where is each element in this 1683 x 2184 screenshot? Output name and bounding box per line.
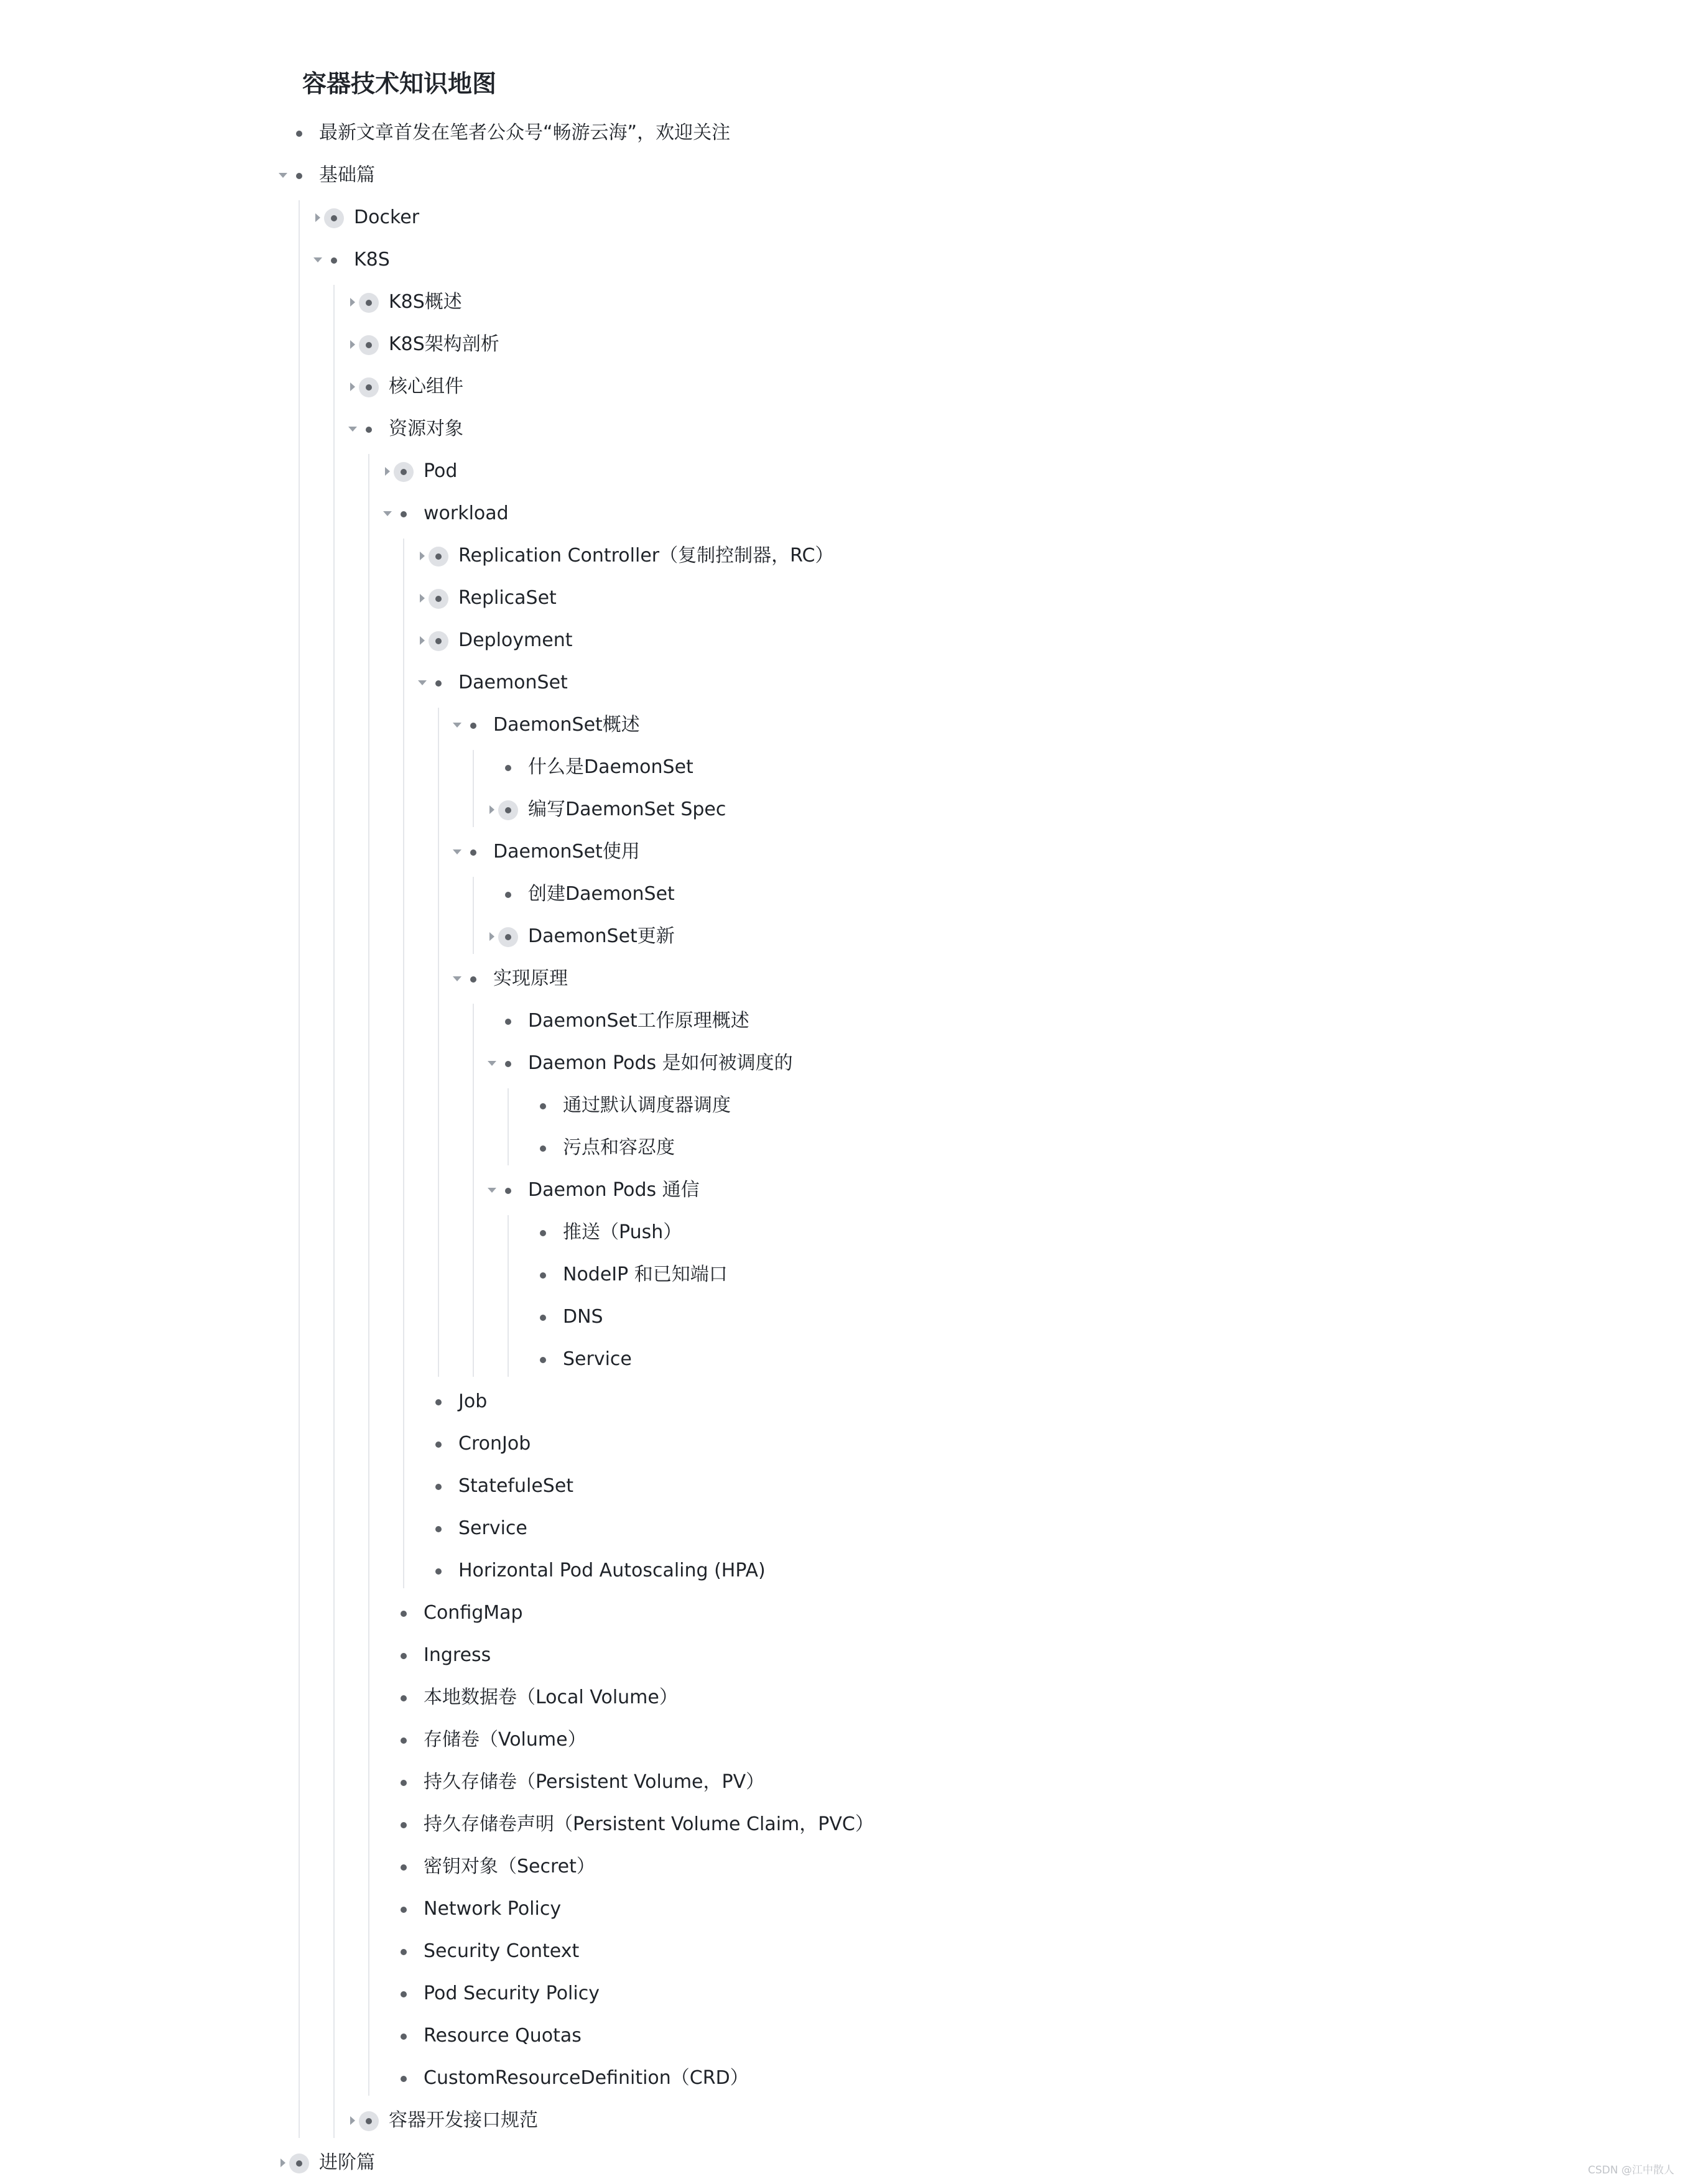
outline-item-label: 存储卷（Volume） [424, 1729, 586, 1751]
outline-item-label: StatefuleSet [458, 1475, 574, 1497]
indent-guide-line [508, 1088, 509, 1165]
page-title: 容器技术知识地图 [302, 70, 497, 98]
indent-guide-line [333, 285, 335, 2138]
outline-item-label: 什么是DaemonSet [528, 756, 693, 778]
bullet-icon[interactable] [394, 504, 414, 524]
outline-item-label: CronJob [458, 1433, 531, 1455]
bullet-icon[interactable] [394, 1815, 414, 1835]
watermark: CSDN @江中散人 [1588, 2164, 1674, 2177]
bullet-icon[interactable] [289, 124, 309, 144]
bullet-icon[interactable] [498, 1054, 518, 1074]
outline-item-label: Daemon Pods 是如何被调度的 [528, 1052, 793, 1074]
outline-item-label: DaemonSet概述 [493, 714, 640, 736]
bullet-icon[interactable] [394, 1688, 414, 1708]
bullet-icon[interactable] [324, 251, 344, 271]
bullet-icon[interactable] [394, 1731, 414, 1751]
indent-guide-line [473, 877, 474, 954]
outline-item-label: Network Policy [424, 1898, 562, 1920]
outline-item-label: 基础篇 [319, 164, 375, 186]
bullet-icon[interactable] [498, 1012, 518, 1032]
outline-item-label: ReplicaSet [458, 587, 557, 609]
bullet-icon[interactable] [359, 420, 379, 440]
outline-item-label: 资源对象 [389, 418, 463, 440]
outline-item-label: 本地数据卷（Local Volume） [424, 1687, 678, 1708]
chevron-right-icon[interactable] [312, 211, 324, 224]
outline-item-label: DaemonSet [458, 672, 568, 693]
bullet-icon[interactable] [429, 1562, 448, 1581]
chevron-right-icon[interactable] [416, 550, 429, 562]
outline-item-label: K8S架构剖析 [389, 333, 499, 355]
chevron-right-icon[interactable] [346, 296, 359, 308]
folded-bullet-icon[interactable] [498, 800, 518, 820]
folded-bullet-icon[interactable] [324, 208, 344, 228]
chevron-right-icon[interactable] [486, 803, 498, 816]
outline-item-label: DaemonSet使用 [493, 841, 640, 863]
outline-item-label: Daemon Pods 通信 [528, 1179, 700, 1201]
bullet-icon[interactable] [498, 885, 518, 905]
folded-bullet-icon[interactable] [429, 589, 448, 609]
bullet-icon[interactable] [394, 1858, 414, 1877]
bullet-icon[interactable] [533, 1350, 553, 1370]
bullet-icon[interactable] [429, 1519, 448, 1539]
folded-bullet-icon[interactable] [359, 293, 379, 313]
bullet-icon[interactable] [533, 1266, 553, 1285]
bullet-icon[interactable] [533, 1139, 553, 1159]
bullet-icon[interactable] [394, 1646, 414, 1666]
bullet-icon[interactable] [394, 1942, 414, 1962]
outline-item-label: 密钥对象（Secret） [424, 1856, 595, 1877]
chevron-right-icon[interactable] [381, 465, 394, 478]
bullet-icon[interactable] [429, 1477, 448, 1497]
outline-item-label: Ingress [424, 1644, 491, 1666]
chevron-down-icon[interactable] [486, 1057, 498, 1070]
bullet-icon[interactable] [394, 2069, 414, 2089]
folded-bullet-icon[interactable] [498, 927, 518, 947]
chevron-down-icon[interactable] [451, 846, 463, 858]
outline-item-label: 持久存储卷（Persistent Volume，PV） [424, 1771, 765, 1793]
chevron-down-icon[interactable] [312, 254, 324, 266]
outline-item-label: Deployment [458, 629, 573, 651]
outline-item-label: 进阶篇 [319, 2152, 375, 2173]
outline-item-label: Pod Security Policy [424, 1983, 600, 2004]
outline-item-label: 持久存储卷声明（Persistent Volume Claim，PVC） [424, 1813, 874, 1835]
outline-item-label: 通过默认调度器调度 [563, 1094, 731, 1116]
bullet-icon[interactable] [394, 1604, 414, 1624]
folded-bullet-icon[interactable] [359, 335, 379, 355]
chevron-down-icon[interactable] [486, 1184, 498, 1196]
indent-guide-line [473, 1004, 474, 1377]
indent-guide-line [403, 539, 404, 1588]
outline-item-label: Service [563, 1348, 632, 1370]
chevron-down-icon[interactable] [381, 507, 394, 520]
outline-item-label: Resource Quotas [424, 2025, 582, 2047]
indent-guide-line [368, 454, 369, 2096]
outline-item-label: K8S [354, 249, 390, 271]
outline-item-label: 污点和容忍度 [563, 1137, 675, 1159]
bullet-icon[interactable] [429, 673, 448, 693]
outline-item-label: CustomResourceDefinition（CRD） [424, 2067, 749, 2089]
chevron-down-icon[interactable] [416, 677, 429, 689]
chevron-down-icon[interactable] [277, 169, 289, 182]
bullet-icon[interactable] [498, 1181, 518, 1201]
outline-item-label: 推送（Push） [563, 1221, 682, 1243]
folded-bullet-icon[interactable] [429, 547, 448, 567]
chevron-right-icon[interactable] [346, 2114, 359, 2127]
outline-item-label: ConfigMap [424, 1602, 523, 1624]
outline-item-label: Security Context [424, 1940, 580, 1962]
bullet-icon[interactable] [394, 2027, 414, 2047]
outline-item-label: workload [424, 502, 509, 524]
outline-item-label: 核心组件 [389, 376, 463, 397]
outline-item-label: K8S概述 [389, 291, 462, 313]
chevron-right-icon[interactable] [277, 2157, 289, 2169]
folded-bullet-icon[interactable] [359, 2111, 379, 2131]
folded-bullet-icon[interactable] [359, 377, 379, 397]
outline-item-label: Replication Controller（复制控制器，RC） [458, 545, 834, 567]
outline-item-label: 实现原理 [493, 968, 568, 989]
outline-item-label: DaemonSet工作原理概述 [528, 1010, 749, 1032]
outline-item-label: Docker [354, 206, 420, 228]
bullet-icon[interactable] [394, 1773, 414, 1793]
outline-item-label: 容器开发接口规范 [389, 2109, 538, 2131]
outline-item-label: Pod [424, 460, 458, 482]
indent-guide-line [473, 750, 474, 827]
outline-item-label: 最新文章首发在笔者公众号“畅游云海”，欢迎关注 [319, 122, 731, 144]
bullet-icon[interactable] [394, 1984, 414, 2004]
outline-item-label: Job [458, 1390, 488, 1412]
outline-item-label: DNS [563, 1306, 603, 1328]
bullet-icon[interactable] [429, 1392, 448, 1412]
bullet-icon[interactable] [463, 716, 483, 736]
chevron-down-icon[interactable] [346, 423, 359, 435]
indent-guide-line [299, 200, 300, 2138]
outline-item-label: Horizontal Pod Autoscaling (HPA) [458, 1560, 766, 1581]
outline-item-label: 编写DaemonSet Spec [528, 798, 726, 820]
chevron-down-icon[interactable] [451, 719, 463, 731]
chevron-down-icon[interactable] [451, 973, 463, 985]
bullet-icon[interactable] [463, 969, 483, 989]
folded-bullet-icon[interactable] [429, 631, 448, 651]
bullet-icon[interactable] [533, 1223, 553, 1243]
indent-guide-line [438, 708, 439, 1377]
bullet-icon[interactable] [463, 843, 483, 863]
outline-item-label: Service [458, 1517, 527, 1539]
indent-guide-line [508, 1215, 509, 1377]
bullet-icon[interactable] [498, 758, 518, 778]
bullet-icon[interactable] [533, 1308, 553, 1328]
bullet-icon[interactable] [394, 1900, 414, 1920]
bullet-icon[interactable] [289, 166, 309, 186]
folded-bullet-icon[interactable] [394, 462, 414, 482]
bullet-icon[interactable] [429, 1435, 448, 1455]
outline-item-label: 创建DaemonSet [528, 883, 675, 905]
chevron-right-icon[interactable] [416, 592, 429, 604]
outline-item-label: DaemonSet更新 [528, 925, 675, 947]
bullet-icon[interactable] [533, 1096, 553, 1116]
chevron-right-icon[interactable] [346, 338, 359, 351]
chevron-right-icon[interactable] [486, 930, 498, 943]
chevron-right-icon[interactable] [346, 381, 359, 393]
folded-bullet-icon[interactable] [289, 2154, 309, 2173]
chevron-right-icon[interactable] [416, 634, 429, 647]
outline-item-label: NodeIP 和已知端口 [563, 1264, 728, 1285]
